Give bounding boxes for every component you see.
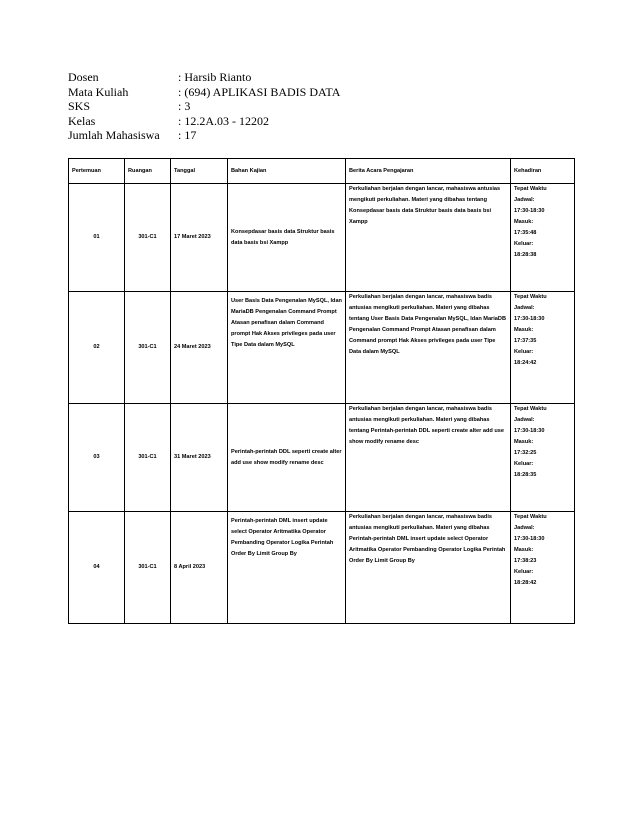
table-row (69, 184, 575, 292)
cell-ruangan: 301-C1 (125, 292, 171, 404)
cell-berita-acara: Perkuliahan berjalan dengan lancar, mahasiswa antusias mengikuti perkuliahan. Materi yang dibahas tentang Konsepdasar basis data Struktur basis data basis bsi Xampp (346, 184, 511, 292)
table-row (69, 404, 575, 512)
kehadiran-masuk-value: 17:32:25 (514, 450, 537, 456)
kehadiran-keluar-value: 18:28:35 (514, 472, 537, 478)
kehadiran-masuk-label: Masuk: (514, 547, 534, 553)
kehadiran-status: Tepat Waktu (514, 514, 547, 520)
kehadiran-masuk-value: 17:38:23 (514, 558, 537, 564)
cell-pertemuan: 04 (69, 512, 125, 624)
cell-kehadiran (511, 292, 575, 404)
kehadiran-keluar-value: 18:28:42 (514, 580, 537, 586)
jumlah-value: : 17 (178, 128, 197, 143)
cell-pertemuan: 03 (69, 404, 125, 512)
cell-bahan-kajian: Perintah-perintah DDL seperti create alter add use show modify rename desc (228, 404, 346, 512)
kehadiran-status: Tepat Waktu (514, 294, 547, 300)
col-header-bahan-kajian: Bahan Kajian (228, 159, 346, 184)
kehadiran-keluar-value: 18:24:42 (514, 360, 537, 366)
kehadiran-jadwal-label: Jadwal: (514, 525, 535, 531)
col-header-tanggal: Tanggal (171, 159, 228, 184)
kehadiran-jadwal-value: 17:30-18:30 (514, 428, 545, 434)
kelas-value: : 12.2A.03 - 12202 (178, 113, 269, 128)
cell-kehadiran (511, 512, 575, 624)
kehadiran-masuk-label: Masuk: (514, 219, 534, 225)
cell-kehadiran (511, 184, 575, 292)
cell-bahan-kajian: User Basis Data Pengenalan MySQL, Idan MariaDB Pengenalan Command Prompt Atasan penafisan dalam Command prompt Hak Akses privileges pada user Tipe Data dalam MySQL (228, 292, 346, 404)
attendance-table (68, 158, 575, 624)
sks-label: SKS (68, 99, 91, 114)
table-header-row (69, 159, 575, 184)
kehadiran-masuk-value: 17:37:35 (514, 338, 537, 344)
table-row (69, 512, 575, 624)
kehadiran-status: Tepat Waktu (514, 406, 547, 412)
dosen-value: : Harsib Rianto (178, 70, 252, 84)
kehadiran-jadwal-value: 17:30-18:30 (514, 316, 545, 322)
kehadiran-keluar-label: Keluar: (514, 461, 534, 467)
kehadiran-keluar-label: Keluar: (514, 349, 534, 355)
cell-tanggal: 17 Maret 2023 (171, 184, 228, 292)
cell-berita-acara: Perkuliahan berjalan dengan lancar, mahasiswa badis antusias mengikuti perkuliahan. Materi yang dibahas Perintah-perintah DML insert update select Operator Aritmatika Operator Pembanding Operator Logika Perintah Order By Limit Group By (346, 512, 511, 624)
cell-pertemuan: 01 (69, 184, 125, 292)
col-header-berita-acara: Berita Acara Pengajaran (346, 159, 511, 184)
cell-ruangan: 301-C1 (125, 404, 171, 512)
cell-tanggal: 31 Maret 2023 (171, 404, 228, 512)
course-info (68, 70, 340, 143)
kehadiran-jadwal-value: 17:30-18:30 (514, 208, 545, 214)
kehadiran-jadwal-value: 17:30-18:30 (514, 536, 545, 542)
cell-ruangan: 301-C1 (125, 184, 171, 292)
dosen-label: Dosen (68, 70, 99, 84)
cell-ruangan: 301-C1 (125, 512, 171, 624)
kehadiran-masuk-value: 17:35:48 (514, 230, 537, 236)
matakuliah-label: Mata Kuliah (68, 84, 129, 99)
kehadiran-status: Tepat Waktu (514, 186, 547, 192)
cell-berita-acara: Perkuliahan berjalan dengan lancar, mahasiswa badis antusias mengikuti perkuliahan. Materi yang dibahas tentang Perintah-perintah DDL seperti create alter add use show modify rename desc (346, 404, 511, 512)
info-row-kelas (68, 114, 340, 129)
cell-kehadiran (511, 404, 575, 512)
cell-pertemuan: 02 (69, 292, 125, 404)
info-row-matakuliah (68, 85, 340, 100)
col-header-kehadiran: Kehadiran (511, 159, 575, 184)
matakuliah-value: : (694) APLIKASI BADIS DATA (178, 84, 341, 99)
cell-tanggal: 24 Maret 2023 (171, 292, 228, 404)
col-header-pertemuan: Pertemuan (69, 159, 125, 184)
kehadiran-masuk-label: Masuk: (514, 327, 534, 333)
kehadiran-keluar-label: Keluar: (514, 241, 534, 247)
cell-tanggal: 8 April 2023 (171, 512, 228, 624)
cell-berita-acara: Perkuliahan berjalan dengan lancar, mahasiswa badis antusias mengikuti perkuliahan. Materi yang dibahas tentang User Basis Data Pengenalan MySQL, Idan MariaDB Pengenalan Command Prompt Atasan penafisan dalam Command prompt Hak Akses privileges pada user Tipe Data dalam MySQL (346, 292, 511, 404)
table-row (69, 292, 575, 404)
cell-bahan-kajian: Perintah-perintah DML insert update select Operator Aritmatika Operator Pembanding Operator Logika Perintah Order By Limit Group By (228, 512, 346, 624)
info-row-sks (68, 99, 340, 114)
info-row-dosen (68, 70, 340, 85)
kehadiran-jadwal-label: Jadwal: (514, 197, 535, 203)
col-header-ruangan: Ruangan (125, 159, 171, 184)
kehadiran-keluar-label: Keluar: (514, 569, 534, 575)
sks-value: : 3 (178, 99, 191, 114)
info-row-jumlah (68, 128, 340, 143)
cell-bahan-kajian: Konsepdasar basis data Struktur basis data basis bsi Xampp (228, 184, 346, 292)
kehadiran-jadwal-label: Jadwal: (514, 305, 535, 311)
kelas-label: Kelas (68, 113, 96, 128)
kehadiran-keluar-value: 18:28:38 (514, 252, 537, 258)
kehadiran-jadwal-label: Jadwal: (514, 417, 535, 423)
kehadiran-masuk-label: Masuk: (514, 439, 534, 445)
jumlah-label: Jumlah Mahasiswa (68, 128, 160, 143)
